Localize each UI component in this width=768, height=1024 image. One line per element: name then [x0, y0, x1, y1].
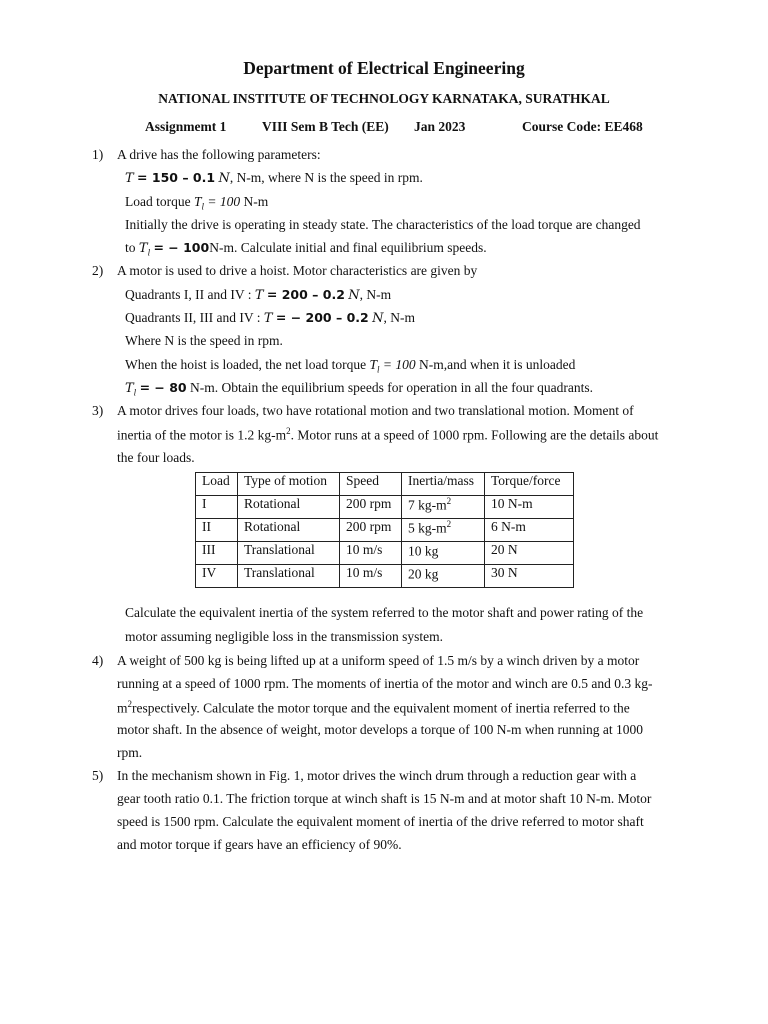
table-cell: II [196, 519, 238, 542]
q2-l2-speed-symbol: N [348, 288, 360, 303]
q2-l5-value: = 100 [382, 357, 416, 372]
q1-line-5 [125, 240, 487, 258]
course-code: Course Code: EE468 [522, 119, 643, 134]
q2-intro: A motor is used to drive a hoist. Motor characteristics are given by [117, 263, 478, 278]
q1-load-symbol: T [193, 194, 202, 209]
cell-superscript: 2 [446, 496, 452, 506]
q2-l2-tail: , N-m [359, 287, 392, 302]
table-header-cell: Speed [340, 473, 402, 496]
q1-load-unit: N-m [243, 194, 269, 209]
table-cell: I [196, 496, 238, 519]
q5-line-2: gear tooth ratio 0.1. The friction torque at winch shaft is 15 N-m and at motor shaft 10 N-m. Motor [117, 791, 652, 806]
table-header-cell: Inertia/mass [402, 473, 485, 496]
question-2-number: 2) [92, 263, 104, 278]
table-cell [402, 565, 485, 588]
q1-eq-expression: = 150 – 0.1 [137, 170, 216, 185]
table-cell: 10 m/s [340, 542, 402, 565]
q2-quadrants-1 [125, 287, 391, 303]
table-cell: 10 N-m [485, 496, 574, 519]
table-cell: IV [196, 565, 238, 588]
table-header-cell: Load [196, 473, 238, 496]
q1-l5-subscript: l [147, 247, 151, 258]
loads-table [195, 472, 574, 588]
q2-l3-speed-symbol: N [372, 311, 384, 326]
table-header-row [196, 473, 574, 496]
q2-l3-prefix: Quadrants II, III and IV : [125, 310, 261, 325]
q5-line-4: and motor torque if gears have an efficiency of 90%. [117, 837, 402, 852]
question-5-number: 5) [92, 768, 104, 783]
table-cell [402, 519, 485, 542]
table-cell: 10 m/s [340, 565, 402, 588]
q1-l5-equation: = − 100 [153, 240, 210, 255]
q3-line-3: the four loads. [117, 450, 195, 465]
q1-load-torque [125, 194, 268, 212]
q4-l3-prefix: m [117, 700, 128, 716]
table-cell: III [196, 542, 238, 565]
q2-quadrants-2 [125, 310, 415, 326]
q1-line-4: Initially the drive is operating in steady state. The characteristics of the load torque are changed [125, 217, 641, 232]
cell-value: 5 kg-m [408, 520, 447, 536]
q4-l3-tail: respectively. Calculate the motor torque and the equivalent moment of inertia referred to the [132, 700, 630, 716]
semester-info: VIII Sem B Tech (EE) [262, 119, 389, 134]
assignment-date: Jan 2023 [414, 119, 466, 134]
q4-line-4: motor shaft. In the absence of weight, motor develops a torque of 100 N-m when running at 1000 [117, 722, 643, 737]
q1-intro: A drive has the following parameters: [117, 147, 321, 162]
q2-l2-symbol: T [254, 288, 264, 303]
q5-line-3: speed is 1500 rpm. Calculate the equivalent moment of inertia of the drive referred to motor shaft [117, 814, 644, 829]
q2-l3-equation: = − 200 – 0.2 [275, 310, 369, 325]
q1-l5-prefix: to [125, 240, 136, 255]
table-cell: 200 rpm [340, 496, 402, 519]
q3-line-2 [117, 426, 658, 444]
question-1-number: 1) [92, 147, 104, 162]
table-cell: Translational [238, 565, 340, 588]
table-row [196, 496, 574, 519]
q1-l5-tail: N-m. Calculate initial and final equilibrium speeds. [209, 240, 487, 255]
table-row [196, 565, 574, 588]
q2-l2-prefix: Quadrants I, II and IV : [125, 287, 252, 302]
table-cell: Rotational [238, 519, 340, 542]
q2-l5-subscript: l [376, 364, 380, 375]
institute-name: NATIONAL INSTITUTE OF TECHNOLOGY KARNATAKA, SURATHKAL [158, 91, 610, 106]
department-title: Department of Electrical Engineering [243, 58, 525, 78]
question-3-number: 3) [92, 403, 104, 418]
q1-load-subscript: l [201, 201, 205, 212]
q1-load-label: Load torque [125, 194, 191, 209]
q3-line-1: A motor drives four loads, two have rotational motion and two translational motion. Moment of [117, 403, 634, 418]
q2-l5-symbol: T [369, 357, 377, 372]
q3-l2-prefix: inertia of the motor is 1.2 kg-m [117, 427, 287, 443]
table-row [196, 519, 574, 542]
q1-eq-speed-symbol: N [218, 171, 230, 186]
cell-value: 10 kg [408, 543, 439, 559]
q4-line-3 [117, 699, 630, 717]
q2-line-6 [125, 380, 593, 398]
assignment-number: Assignmemt 1 [145, 119, 227, 134]
q2-line-4: Where N is the speed in rpm. [125, 333, 283, 348]
q4-l3-superscript: 2 [127, 699, 133, 709]
q3-l2-superscript: 2 [286, 426, 291, 436]
q2-l6-tail: N-m. Obtain the equilibrium speeds for operation in all the four quadrants. [189, 380, 594, 395]
table-cell [402, 496, 485, 519]
q4-line-1: A weight of 500 kg is being lifted up at a uniform speed of 1.5 m/s by a winch driven by a motor [117, 653, 640, 668]
question-4-number: 4) [92, 653, 104, 668]
q3-line-5: motor assuming negligible loss in the transmission system. [125, 629, 443, 644]
table-cell: 6 N-m [485, 519, 574, 542]
table-header-cell: Torque/force [485, 473, 574, 496]
table-cell: Rotational [238, 496, 340, 519]
q2-l2-equation: = 200 – 0.2 [266, 287, 345, 302]
table-cell: 200 rpm [340, 519, 402, 542]
q3-l2-tail: . Motor runs at a speed of 1000 rpm. Following are the details about [290, 427, 659, 443]
q4-line-2: running at a speed of 1000 rpm. The moments of inertia of the motor and winch are 0.5 and 0.3 kg- [117, 676, 653, 691]
cell-value: 20 kg [408, 566, 439, 582]
q5-line-1: In the mechanism shown in Fig. 1, motor drives the winch drum through a reduction gear with a [117, 768, 637, 783]
q3-line-4: Calculate the equivalent inertia of the system referred to the motor shaft and power rating of the [125, 605, 644, 620]
q2-l6-symbol: T [125, 381, 134, 396]
q2-l5-prefix: When the hoist is loaded, the net load torque [125, 357, 367, 372]
q1-load-value: = 100 [207, 194, 241, 209]
table-cell: Translational [238, 542, 340, 565]
q4-line-5: rpm. [117, 745, 143, 760]
q1-l5-symbol: T [138, 241, 148, 256]
q1-eq-symbol: T [125, 171, 134, 186]
table-cell: 20 N [485, 542, 574, 565]
q2-l6-equation: = − 80 [139, 380, 187, 395]
cell-value: 7 kg-m [408, 497, 447, 513]
q2-l6-subscript: l [133, 387, 137, 398]
table-header-cell: Type of motion [238, 473, 340, 496]
table-row [196, 542, 574, 565]
cell-superscript: 2 [446, 519, 452, 529]
q2-l5-tail: N-m,and when it is unloaded [418, 357, 576, 372]
table-cell [402, 542, 485, 565]
q2-l3-symbol: T [263, 311, 273, 326]
q2-line-5 [125, 357, 575, 375]
q1-torque-equation [125, 170, 423, 186]
q1-eq-tail: , N-m, where N is the speed in rpm. [229, 170, 423, 185]
q2-l3-tail: , N-m [383, 310, 415, 325]
table-cell: 30 N [485, 565, 574, 588]
